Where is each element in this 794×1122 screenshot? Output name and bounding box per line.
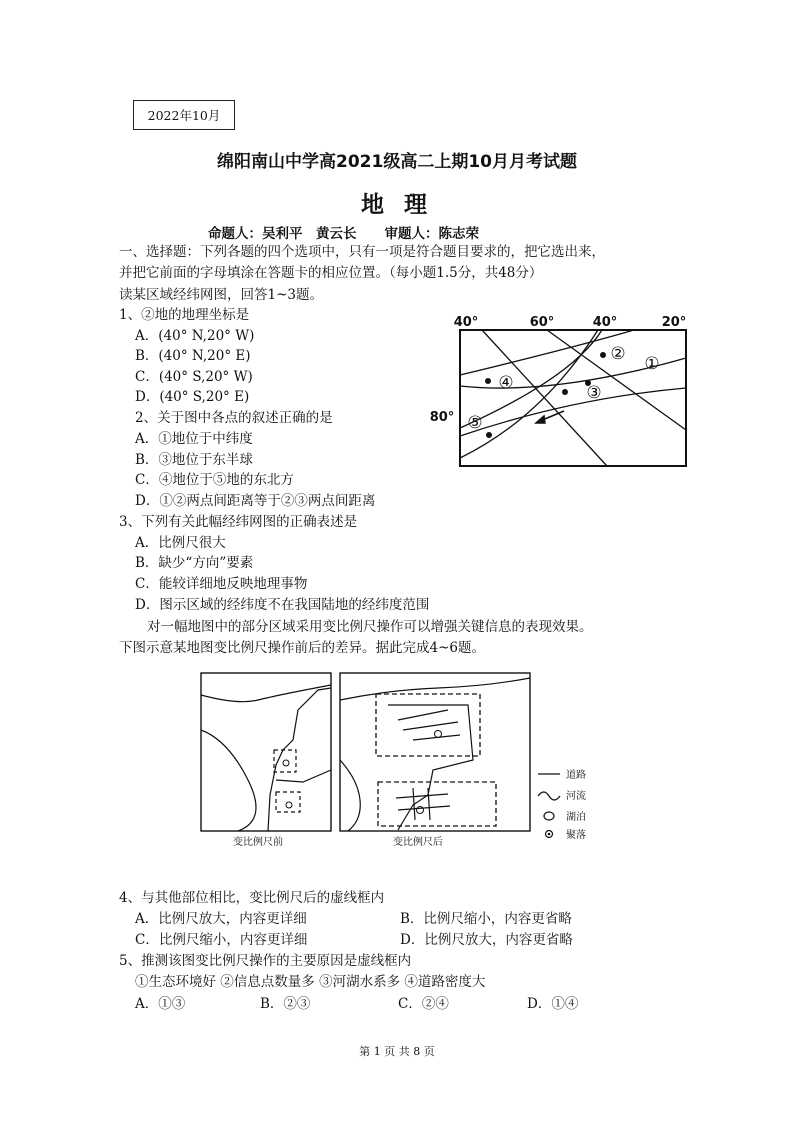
q5-option-d[interactable]: D．①④ [527,996,579,1012]
q3-option-b[interactable]: B．缺少“方向”要素 [135,555,254,571]
q2-option-c[interactable]: C．④地位于⑤地的东北方 [135,472,294,488]
grid-top-label-1: 40° [453,315,479,330]
road [398,710,460,740]
page-footer: 第 1 页 共 8 页 [359,1045,435,1058]
parallel-line [460,330,634,375]
legend-settlement-dot [548,833,551,836]
q4-stem: 4、与其他部位相比，变比例尺后的虚线框内 [119,890,385,906]
point-4-label: ④ [498,373,514,393]
grid-top-label-2: 60° [529,315,555,330]
dashed-box [376,694,480,756]
lat-long-grid-figure [422,308,692,468]
q5-option-a[interactable]: A．①③ [135,996,186,1012]
section-instruction-2: 并把它前面的字母填涂在答题卡的相应位置。（每小题1.5分，共48分） [119,265,543,281]
legend-river-label: 河流 [566,791,586,802]
settlement-icon [417,807,424,814]
river [268,688,331,831]
q4-option-a[interactable]: A．比例尺放大，内容更详细 [135,911,307,927]
grid-top-label-4: 20° [661,315,687,330]
settlement-icon [283,760,289,766]
variable-scale-figure [198,670,598,848]
q3-stem: 3、下列有关此幅经纬网图的正确表述是 [119,514,358,530]
road [340,678,530,700]
q4-option-d[interactable]: D．比例尺放大，内容更省略 [400,932,573,948]
after-caption: 变比例尺后 [393,837,443,848]
point-1-label: ① [644,354,660,374]
q1-stem: 1、②地的地理坐标是 [119,307,250,323]
setters: 命题人：吴利平 黄云长 [208,226,357,242]
q2-option-b[interactable]: B．③地位于东半球 [135,452,253,468]
grid-dot [600,352,606,358]
section-instruction-1: 一、选择题：下列各题的四个选项中，只有一项是符合题目要求的，把它选出来， [119,244,605,260]
river [340,760,360,831]
q5-option-c[interactable]: C．②④ [398,996,449,1012]
parallel-line [460,330,598,458]
arrow-head [536,416,545,423]
river [201,730,256,831]
subject-title: 地 理 [360,192,433,218]
q1-option-c[interactable]: C．(40° S,20° W) [135,369,253,385]
q5-option-b[interactable]: B．②③ [260,996,311,1012]
grid-frame [460,330,686,466]
river [388,705,473,830]
point-5-label: ⑤ [467,413,483,433]
legend-river-symbol [538,792,560,800]
settlement-icon [286,802,292,808]
q2-option-a[interactable]: A．①地位于中纬度 [135,431,253,447]
q3-option-a[interactable]: A．比例尺很大 [135,535,226,551]
q5-reasons: ①生态环境好 ②信息点数量多 ③河湖水系多 ④道路密度大 [135,974,486,990]
q1-option-a[interactable]: A．(40° N,20° W) [135,328,255,344]
grid-left-label: 80° [429,410,455,425]
legend-lake-symbol [544,812,554,820]
exam-title: 绵阳南山中学高2021级高二上期10月月考试题 [217,152,577,172]
q1-option-b[interactable]: B．(40° N,20° E) [135,348,251,364]
reviewer: 审题人：陈志荣 [384,226,479,242]
grid-top-label-3: 40° [592,315,618,330]
before-caption: 变比例尺前 [233,837,283,848]
road [396,788,450,820]
q1-option-d[interactable]: D．(40° S,20° E) [135,389,250,405]
q5-stem: 5、推测该图变比例尺操作的主要原因是虚线框内 [119,953,412,969]
group2-intro-2: 下图示意某地图变比例尺操作前后的差异。据此完成4~6题。 [119,640,485,656]
date-box [133,100,235,130]
q2-stem: 2、关于图中各点的叙述正确的是 [135,410,333,426]
q3-option-d[interactable]: D．图示区域的经纬度不在我国陆地的经纬度范围 [135,597,430,613]
point-2-label: ② [610,344,626,364]
dashed-box [378,782,496,826]
group2-intro-1: 对一幅地图中的部分区域采用变比例尺操作可以增强关键信息的表现效果。 [147,619,593,635]
legend-road-label: 道路 [566,770,586,781]
q4-option-c[interactable]: C．比例尺缩小，内容更详细 [135,932,308,948]
road [276,770,331,782]
point-3-label: ③ [586,383,602,403]
grid-dot [486,432,492,438]
group1-intro: 读某区域经纬网图，回答1~3题。 [119,287,323,303]
q2-option-d[interactable]: D．①②两点间距离等于②③两点间距离 [135,493,376,509]
q3-option-c[interactable]: C．能较详细地反映地理事物 [135,576,308,592]
q4-option-b[interactable]: B．比例尺缩小，内容更省略 [400,911,572,927]
road [201,685,331,702]
exam-date: 2022年10月 [147,108,221,123]
authors-line [208,222,479,242]
legend-lake-label: 湖泊 [566,812,586,823]
grid-dot [562,389,568,395]
legend-settlement-label: 聚落 [566,830,586,841]
grid-dot [485,378,491,384]
settlement-icon [435,731,442,738]
